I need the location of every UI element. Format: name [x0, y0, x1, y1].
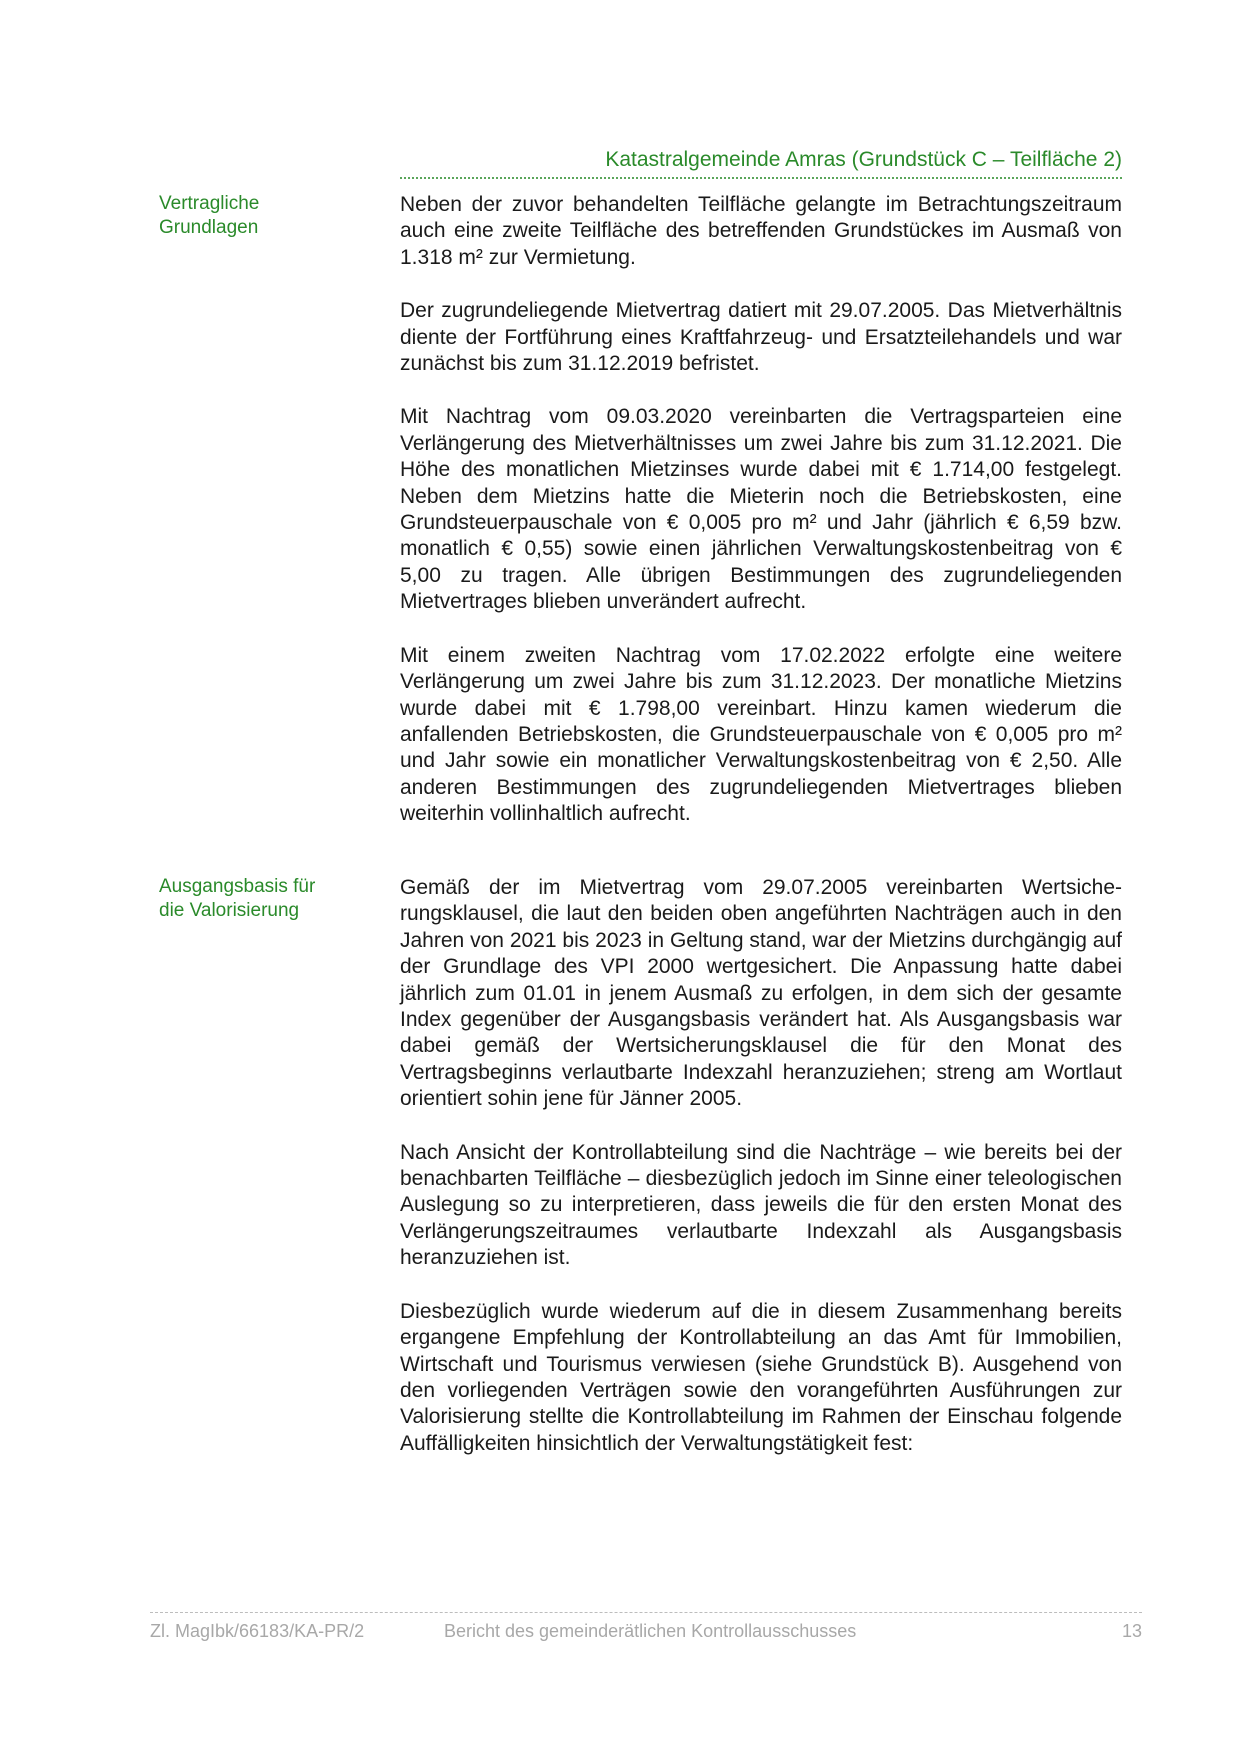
page-header-title: Katastralgemeinde Amras (Grundstück C – Teilfläche 2) — [605, 148, 1122, 171]
footer-dashed-rule — [150, 1612, 1142, 1613]
body-paragraph: Mit einem zweiten Nachtrag vom 17.02.2022 erfolgte eine weitere Verlängerung um zwei Jahre bis zum 31.12.2023. Der monatliche Mietzins wurde dabei mit € 1.798,00 vereinbart. Hinzu kamen wiederum die anfallenden Betriebskosten, die Grundsteuerpauschale von € 0,005 pro m² und Jahr sowie ein monatlicher Verwaltungskostenbeitrag von € 2,50. Alle anderen Bestimmungen des zugrundeliegenden Mietvertrages blieben weiterhin vollinhaltlich aufrecht. — [400, 643, 1122, 826]
body-paragraph: Neben der zuvor behandelten Teilfläche gelangte im Betrachtungszeitraum auch eine zweite Teilfläche des betreffenden Grundstückes im Ausmaß von 1.318 m² zur Vermietung. — [400, 193, 1122, 269]
page-footer — [150, 1619, 1142, 1643]
section-body — [400, 875, 1122, 1457]
section-side-label — [159, 192, 359, 240]
footer-reference: Zl. MagIbk/66183/KA-PR/2 — [150, 1621, 365, 1641]
header-dotted-rule — [400, 177, 1122, 179]
body-paragraph: Mit Nachtrag vom 09.03.2020 vereinbarten die Vertragsparteien eine Verlängerung des Mietverhältnisses um zwei Jahre bis zum 31.12.2021. Die Höhe des monatlichen Mietzinses wurde dabei mit € 1.714,00 festgelegt. Neben dem Mietzins hatte die Mieterin noch die Betriebskosten, eine Grundsteuerpauschale von € 0,005 pro m² und Jahr (jährlich € 6,59 bzw. monatlich € 0,55) sowie einen jährlichen Verwaltungskostenbeitrag von € 5,00 zu tragen. Alle übrigen Bestimmungen des zugrundeliegenden Mietvertrages blieben unverändert aufrecht. — [400, 405, 1122, 614]
footer-page-number: 13 — [1121, 1621, 1142, 1641]
side-label-line: Vertragliche — [159, 193, 260, 214]
body-paragraph: Diesbezüglich wurde wiederum auf die in diesem Zusammenhang bereits ergangene Empfehlung der Kontrollabteilung an das Amt für Immobilien, Wirtschaft und Tourismus verwiesen (siehe Grundstück B). Ausgehend von den vorliegenden Verträgen sowie den vorangeführten Ausführungen zur Valorisierung stellte die Kontrollabteilung im Rahmen der Einschau folgende Auffälligkeiten hinsichtlich der Verwaltungstätigkeit fest: — [400, 1299, 1122, 1455]
body-paragraph: Der zugrundeliegende Mietvertrag datiert mit 29.07.2005. Das Mietverhältnis diente der Fortführung eines Kraftfahrzeug- und Ersatzteilehandels und war zunächst bis zum 31.12.2019 befristet. — [400, 299, 1122, 376]
section-body — [400, 192, 1122, 828]
side-label-line: Ausgangsbasis für — [159, 876, 316, 897]
footer-report-title: Bericht des gemeinderätlichen Kontrollausschusses — [444, 1621, 857, 1641]
body-paragraph: Nach Ansicht der Kontrollabteilung sind die Nachträge – wie bereits bei der benachbarten Teilfläche – diesbezüglich jedoch im Sinne einer teleologischen Auslegung so zu interpretieren, dass jeweils die für den ersten Monat des Verlängerungszeitraumes verlautbarte Indexzahl als Ausgangsbasis heranzuziehen ist. — [400, 1140, 1122, 1270]
side-label-line: die Valorisierung — [159, 900, 300, 921]
section-side-label — [159, 875, 359, 923]
body-paragraph: Gemäß der im Mietvertrag vom 29.07.2005 vereinbarten Wertsicherungsklausel, die laut den beiden oben angeführten Nachträgen auch in den Jahren von 2021 bis 2023 in Geltung stand, war der Mietzins durchgängig auf der Grundlage des VPI 2000 wertgesichert. Die Anpassung hatte dabei jährlich zum 01.01 in jenem Ausmaß zu erfolgen, in dem sich der gesamte Index gegenüber der Ausgangsbasis verändert hat. Als Ausgangsbasis war dabei gemäß der Wertsicherungsklausel die für den Monat des Vertragsbeginns verlautbarte Indexzahl heranzuziehen; streng am Wortlaut orientiert sohin jene für Jänner 2005. — [400, 876, 1122, 1111]
side-label-line: Grundlagen — [159, 217, 259, 238]
